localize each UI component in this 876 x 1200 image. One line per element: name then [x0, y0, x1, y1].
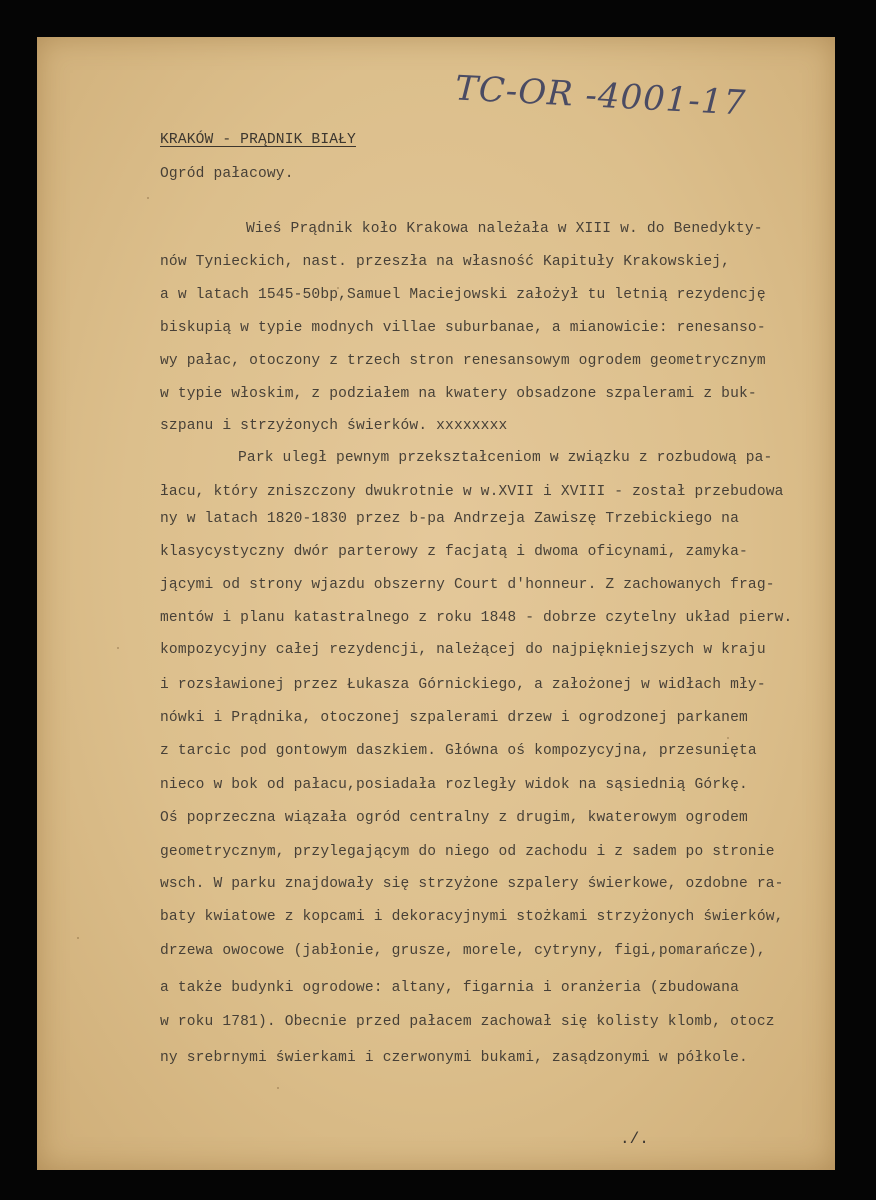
text-line: mentów i planu katastralnego z roku 1848 - dobrze czytelny układ pierw.	[160, 610, 793, 626]
paper-speck	[277, 1087, 279, 1089]
text-line: kompozycyjny całej rezydencji, należącej do najpiękniejszych w kraju	[160, 642, 766, 658]
text-line: Wieś Prądnik koło Krakowa należała w XIII w. do Benedykty-	[246, 221, 763, 237]
paper-speck	[147, 197, 149, 199]
paper-speck	[117, 647, 119, 649]
text-line: z tarcic pod gontowym daszkiem. Główna oś kompozycyjna, przesunięta	[160, 743, 757, 759]
document-subtitle: Ogród pałacowy.	[160, 166, 294, 182]
text-line: i rozsławionej przez Łukasza Górnickiego, a założonej w widłach mły-	[160, 677, 766, 693]
paper-speck	[77, 937, 79, 939]
text-line: baty kwiatowe z kopcami i dekoracyjnymi stożkami strzyżonych świerków,	[160, 909, 784, 925]
continuation-mark: ./.	[620, 1130, 649, 1148]
text-line: geometrycznym, przylegającym do niego od zachodu i z sadem po stronie	[160, 844, 775, 860]
text-line: klasycystyczny dwór parterowy z facjatą i dwoma oficynami, zamyka-	[160, 544, 748, 560]
archive-number: TC-OR -4001-17	[454, 68, 748, 124]
document-page	[37, 37, 835, 1170]
text-line: Park uległ pewnym przekształceniom w związku z rozbudową pa-	[238, 450, 773, 466]
text-line: nów Tynieckich, nast. przeszła na własność Kapituły Krakowskiej,	[160, 254, 731, 270]
text-line: nówki i Prądnika, otoczonej szpalerami drzew i ogrodzonej parkanem	[160, 710, 748, 726]
text-line: Oś poprzeczna wiązała ogród centralny z drugim, kwaterowym ogrodem	[160, 810, 748, 826]
text-line: wsch. W parku znajdowały się strzyżone szpalery świerkowe, ozdobne ra-	[160, 876, 784, 892]
text-line: nieco w bok od pałacu,posiadała rozległy widok na sąsiednią Górkę.	[160, 777, 748, 793]
text-line: w typie włoskim, z podziałem na kwatery obsadzone szpalerami z buk-	[160, 386, 757, 402]
text-line: ny w latach 1820-1830 przez b-pa Andrzeja Zawiszę Trzebickiego na	[160, 511, 739, 527]
text-line: w roku 1781). Obecnie przed pałacem zachował się kolisty klomb, otocz	[160, 1014, 775, 1030]
text-line: wy pałac, otoczony z trzech stron renesansowym ogrodem geometrycznym	[160, 353, 766, 369]
text-line: drzewa owocowe (jabłonie, grusze, morele, cytryny, figi,pomarańcze),	[160, 943, 766, 959]
text-line: jącymi od strony wjazdu obszerny Court d'honneur. Z zachowanych frag-	[160, 577, 775, 593]
document-heading: KRAKÓW - PRĄDNIK BIAŁY	[160, 132, 356, 148]
text-line: ny srebrnymi świerkami i czerwonymi bukami, zasądzonymi w półkole.	[160, 1050, 748, 1066]
text-line: a w latach 1545-50bp,Samuel Maciejowski założył tu letnią rezydencję	[160, 287, 766, 303]
paper-speck	[727, 737, 729, 739]
text-line: łacu, który zniszczony dwukrotnie w w.XVII i XVIII - został przebudowa	[160, 484, 784, 500]
text-line: szpanu i strzyżonych świerków. xxxxxxxx	[160, 418, 508, 434]
text-line: biskupią w typie modnych villae suburbanae, a mianowicie: renesanso-	[160, 320, 766, 336]
text-line: a także budynki ogrodowe: altany, figarnia i oranżeria (zbudowana	[160, 980, 739, 996]
